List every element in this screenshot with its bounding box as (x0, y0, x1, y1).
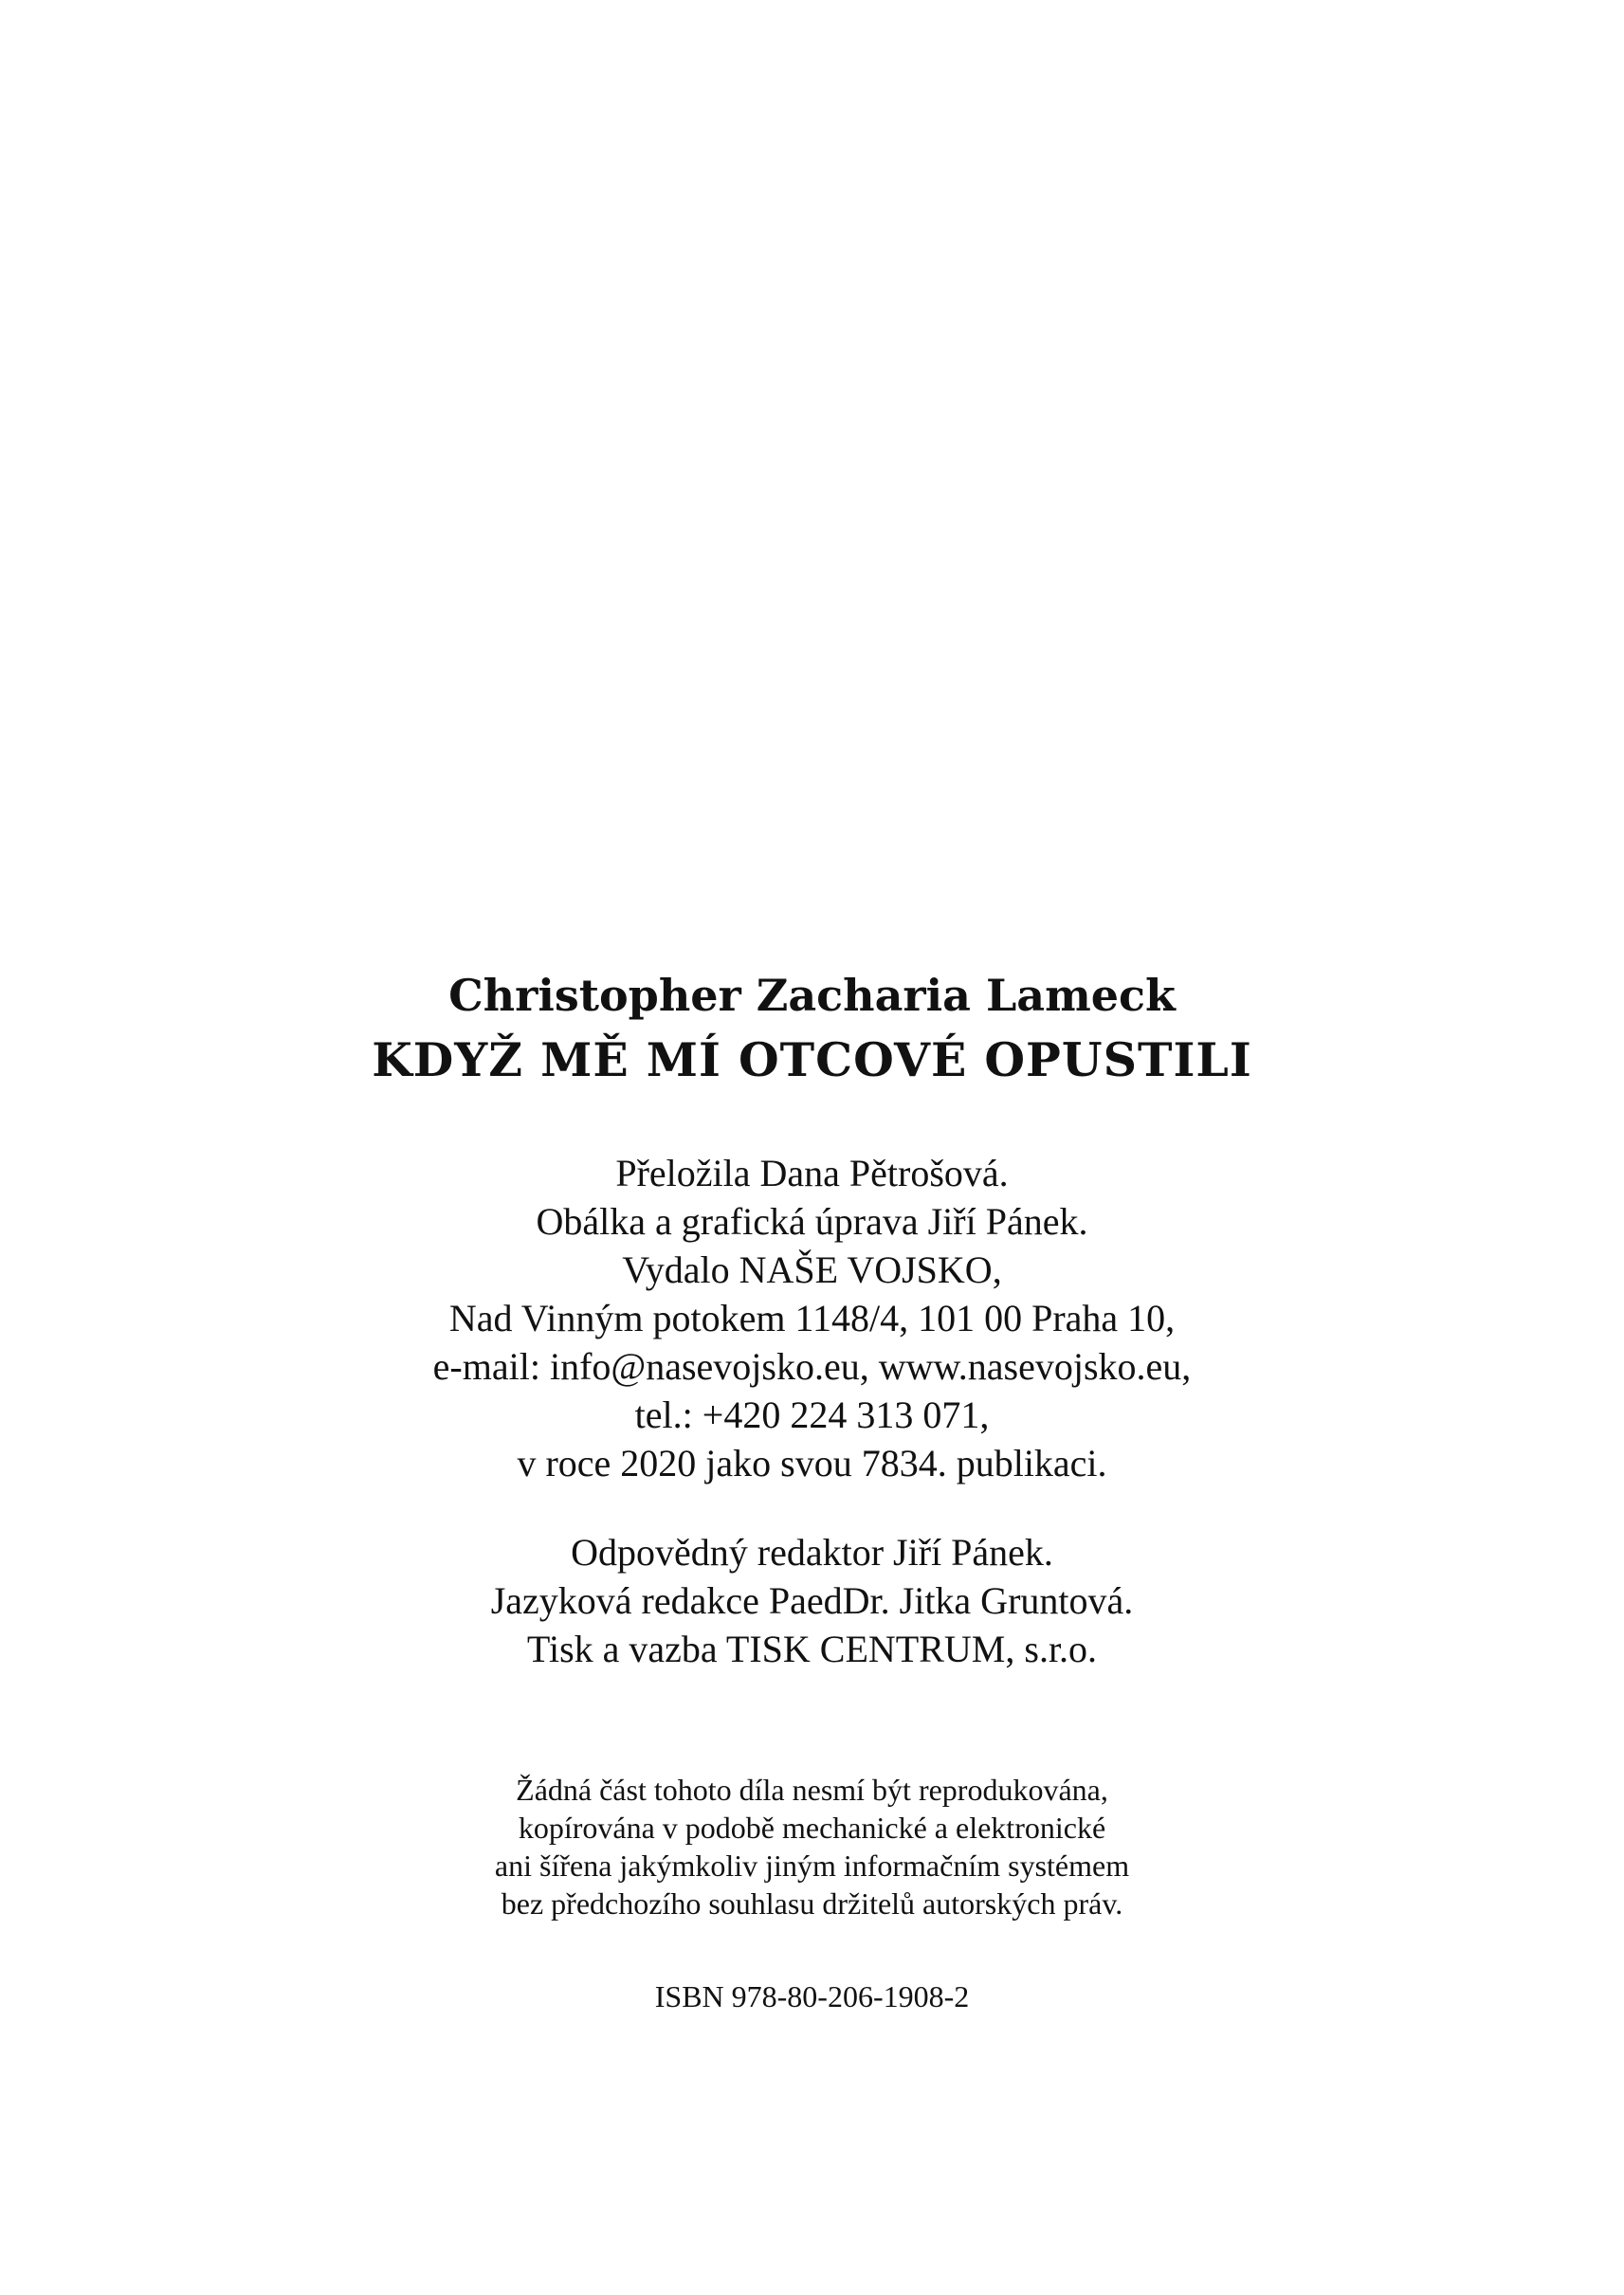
editor-line: Jazyková redakce PaedDr. Jitka Gruntová. (490, 1579, 1134, 1622)
credit-line: e-mail: info@nasevojsko.eu, www.nasevojsko.eu, (432, 1345, 1192, 1388)
credit-line: Vydalo NAŠE VOJSKO, (622, 1248, 1002, 1291)
editor-line: Odpovědný redaktor Jiří Pánek. (571, 1531, 1053, 1574)
editorial-credits (0, 1528, 1624, 1673)
title-text: KDYŽ MĚ MÍ OTCOVÉ OPUSTILI (372, 1032, 1252, 1087)
publication-credits (0, 1149, 1624, 1487)
credit-line: Přeložila Dana Pětrošová. (615, 1152, 1009, 1194)
editor-line: Tisk a vazba TISK CENTRUM, s.r.o. (526, 1628, 1098, 1670)
copyright-line: bez předchozího souhlasu držitelů autorských práv. (501, 1886, 1123, 1921)
book-title (0, 1031, 1624, 1088)
isbn (0, 1977, 1624, 2015)
copyright-notice (0, 1771, 1624, 1922)
book-author (0, 969, 1624, 1022)
isbn-text: ISBN 978-80-206-1908-2 (654, 1979, 970, 2013)
credit-line: tel.: +420 224 313 071, (634, 1393, 990, 1436)
copyright-line: ani šířena jakýmkoliv jiným informačním systémem (494, 1849, 1130, 1883)
credit-line: Nad Vinným potokem 1148/4, 101 00 Praha 10, (448, 1297, 1176, 1339)
credit-line: v roce 2020 jako svou 7834. publikaci. (517, 1442, 1107, 1484)
credit-line: Obálka a grafická úprava Jiří Pánek. (536, 1200, 1088, 1243)
copyright-line: Žádná část tohoto díla nesmí být reprodukována, (516, 1773, 1108, 1807)
copyright-line: kopírována v podobě mechanické a elektronické (518, 1811, 1106, 1845)
author-name: Christopher Zacharia Lameck (448, 970, 1176, 1021)
